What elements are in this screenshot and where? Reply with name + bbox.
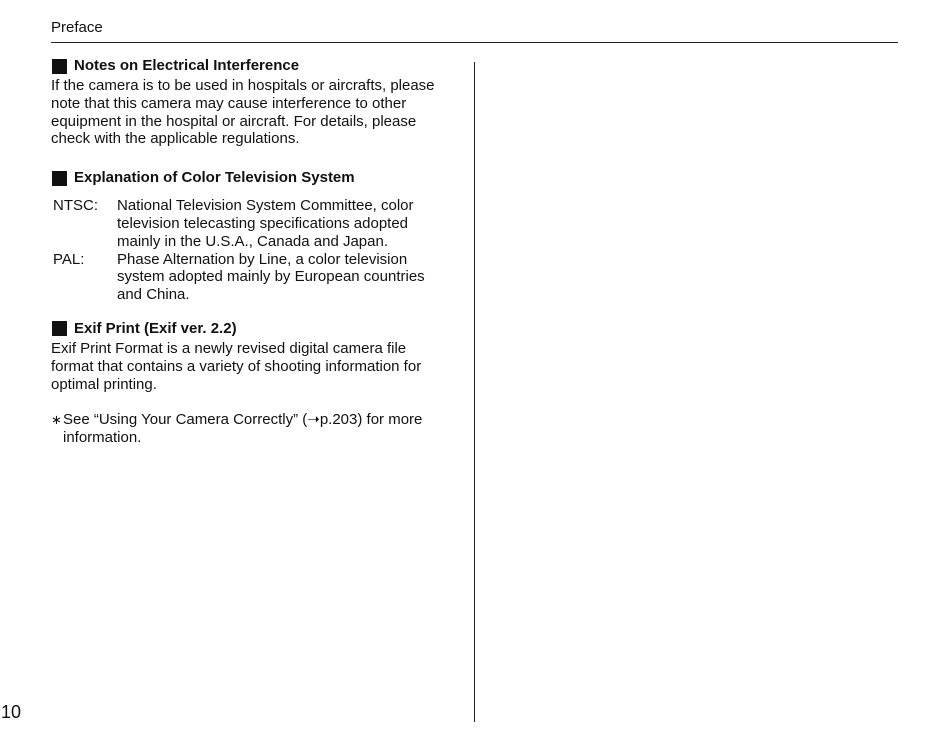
running-header: Preface — [51, 19, 103, 36]
asterisk-icon: ∗ — [51, 412, 62, 428]
definition-description: National Television System Committee, color television telecasting specifications adopted mainly in the U.S.A., Canada and Japan. — [117, 197, 414, 250]
definition-row — [51, 251, 446, 304]
definition-list — [51, 197, 446, 304]
black-square-icon — [52, 171, 67, 186]
black-square-icon — [52, 59, 67, 74]
reference-note-text: See “Using Your Camera Correctly” (➝p.203) for more information. — [63, 411, 423, 447]
column-divider — [474, 62, 475, 722]
page-number: 10 — [1, 702, 22, 722]
section-heading — [51, 57, 446, 75]
section-electrical-interference — [51, 57, 446, 148]
black-square-icon — [52, 321, 67, 336]
definition-term: PAL: — [53, 250, 85, 268]
section-heading-text: Explanation of Color Television System — [74, 169, 355, 187]
reference-note — [51, 411, 446, 447]
definition-description: Phase Alternation by Line, a color television system adopted mainly by European countries and China. — [117, 250, 425, 304]
section-exif-print — [51, 320, 446, 393]
section-heading — [51, 320, 446, 338]
section-heading-text: Exif Print (Exif ver. 2.2) — [74, 319, 237, 337]
definition-term: NTSC: — [53, 197, 98, 215]
section-heading-text: Notes on Electrical Interference — [74, 57, 300, 74]
header-divider — [51, 42, 898, 43]
definition-row — [51, 197, 446, 250]
section-heading — [51, 169, 446, 187]
section-body: Exif Print Format is a newly revised digital camera file format that contains a variety of shooting information for optimal printing. — [51, 339, 422, 393]
section-color-television — [51, 169, 446, 304]
left-column — [51, 57, 446, 447]
section-body: If the camera is to be used in hospitals or aircrafts, please note that this camera may cause interference to other equipment in the hospital or aircraft. For details, please check with the applicable regulations. — [51, 77, 435, 148]
